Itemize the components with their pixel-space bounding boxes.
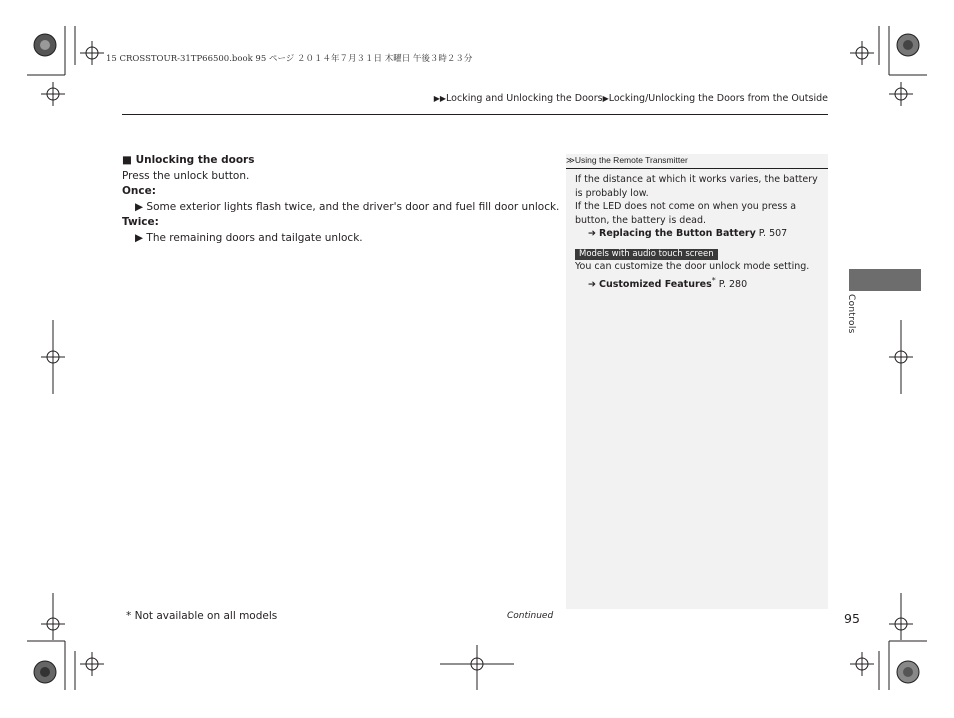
once-result: ▶ Some exterior lights flash twice, and the driver's door and fuel fill door unlock. bbox=[135, 200, 560, 213]
twice-result: ▶ The remaining doors and tailgate unlock. bbox=[135, 231, 363, 244]
reference-title: Replacing the Button Battery bbox=[599, 228, 756, 239]
chapter-tab[interactable] bbox=[849, 269, 921, 291]
double-chevron-icon: ≫ bbox=[566, 155, 575, 165]
models-badge: Models with audio touch screen bbox=[575, 249, 718, 260]
chapter-tab-label: Controls bbox=[846, 294, 856, 334]
continued-label: Continued bbox=[507, 611, 554, 621]
arrow-right-icon: ➔ bbox=[588, 228, 596, 239]
page-number: 95 bbox=[844, 611, 860, 626]
breadcrumb-item-from-outside: Locking/Unlocking the Doors from the Outside bbox=[608, 93, 828, 104]
breadcrumb-item-locking-unlocking: Locking and Unlocking the Doors bbox=[446, 93, 603, 104]
breadcrumb-separator-icon: ▶ bbox=[602, 94, 609, 103]
sidebar-title bbox=[566, 155, 828, 169]
intro-text: Press the unlock button. bbox=[122, 169, 250, 182]
square-bullet-icon: ■ bbox=[122, 154, 132, 166]
breadcrumb-arrows-icon: ▶▶ bbox=[433, 94, 447, 103]
twice-label: Twice: bbox=[122, 216, 159, 228]
sidebar-para-led: If the LED does not come on when you press a button, the battery is dead. bbox=[575, 201, 797, 226]
reference-link-battery[interactable] bbox=[575, 227, 823, 241]
reference-page: P. 280 bbox=[715, 278, 748, 290]
arrow-right-icon: ➔ bbox=[588, 278, 596, 290]
header-divider bbox=[122, 114, 828, 115]
file-info-header: 15 CROSSTOUR-31TP66500.book 95 ページ ２０１４年７月３１日 木曜日 午後３時２３分 bbox=[106, 54, 473, 64]
footnote: * Not available on all models bbox=[126, 610, 278, 622]
breadcrumb bbox=[434, 93, 828, 104]
reference-page: P. 507 bbox=[755, 228, 788, 239]
section-heading-text: Unlocking the doors bbox=[135, 154, 255, 166]
sidebar-para-distance: If the distance at which it works varies, the battery is probably low. bbox=[575, 174, 818, 199]
footnote-star: * bbox=[711, 275, 716, 285]
once-label: Once: bbox=[122, 185, 156, 197]
reference-link-customized[interactable] bbox=[575, 274, 823, 292]
sidebar-title-text: Using the Remote Transmitter bbox=[574, 155, 688, 165]
sidebar-para-customize: You can customize the door unlock mode setting. bbox=[575, 261, 810, 272]
sidebar-body bbox=[575, 173, 823, 291]
reference-title: Customized Features bbox=[599, 278, 712, 290]
section-heading bbox=[122, 153, 562, 169]
main-content bbox=[122, 153, 562, 246]
